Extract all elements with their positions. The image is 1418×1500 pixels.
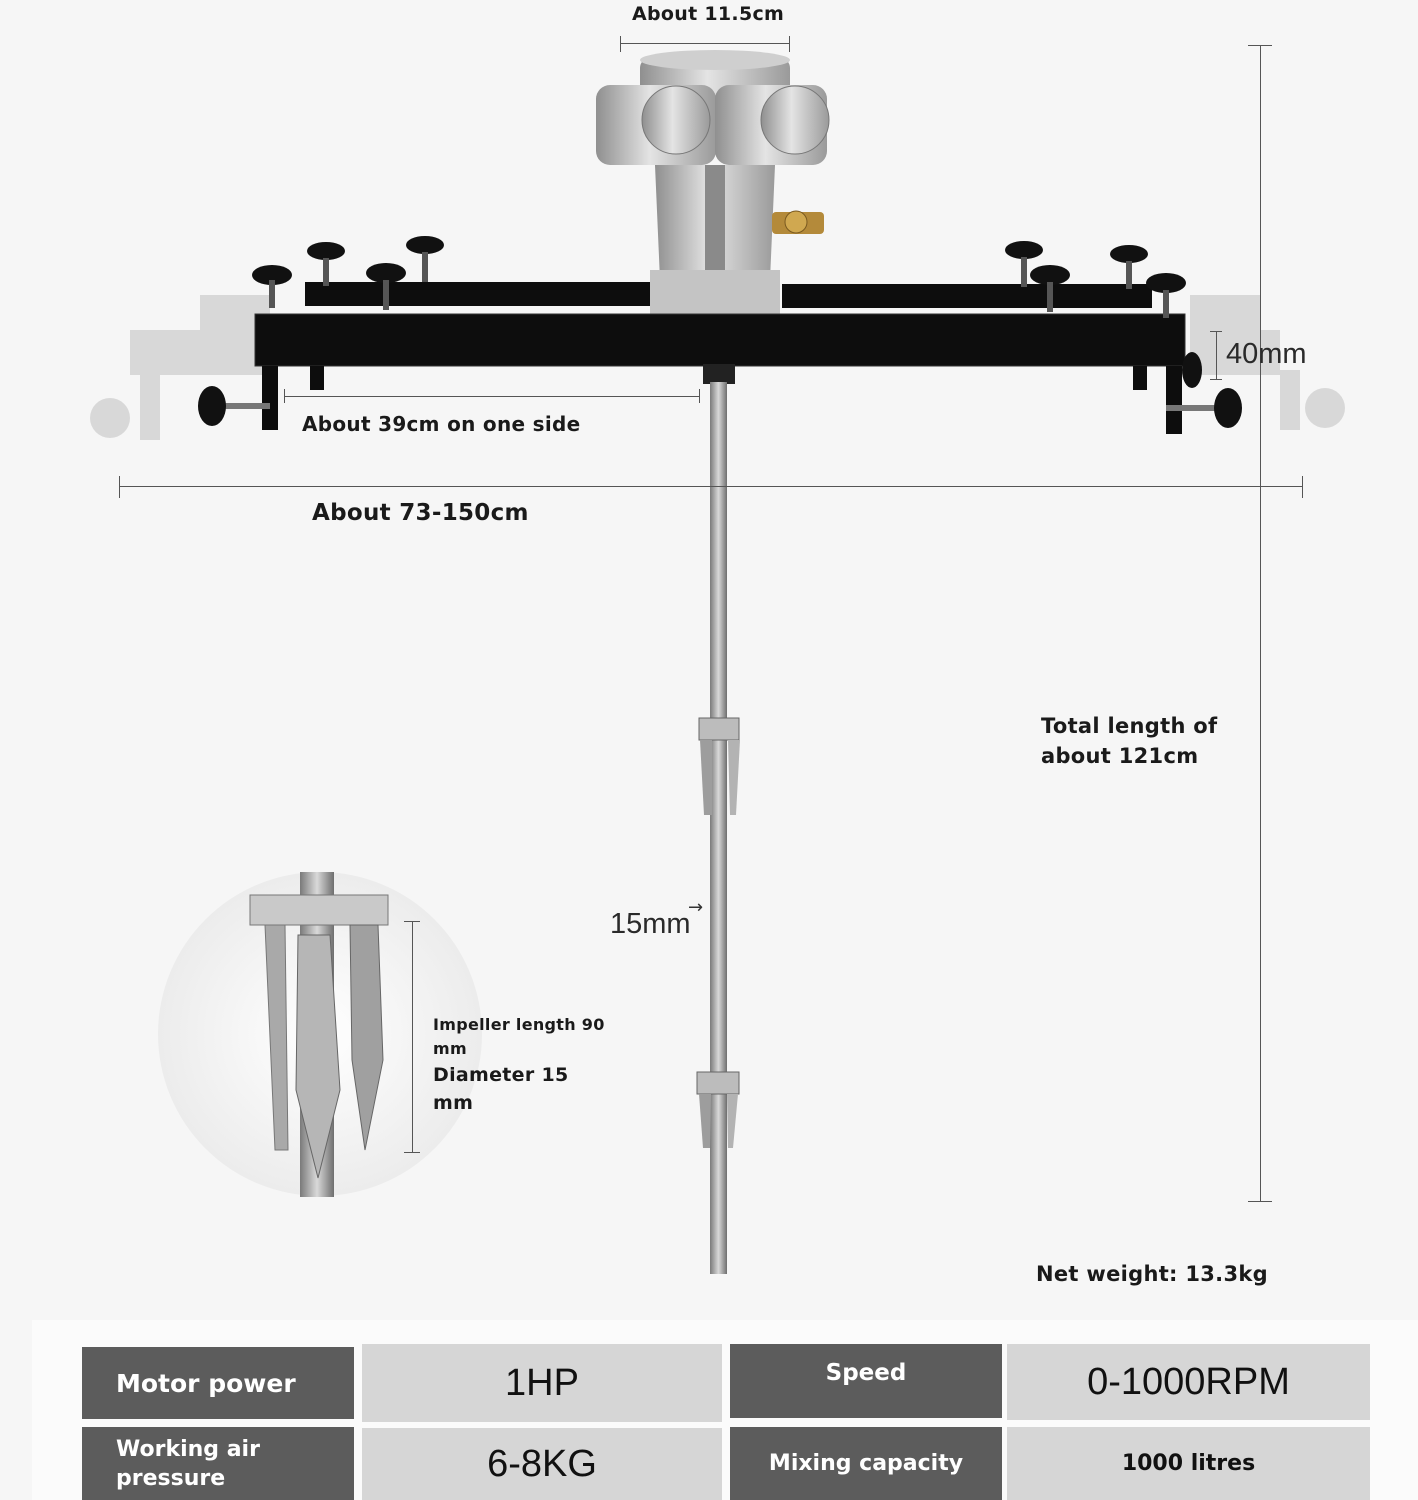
shaft-diameter-arrow: → [688,897,704,918]
motor-power-label [82,1347,354,1419]
one-side-line [284,396,700,397]
bar-height-tick-top [1210,331,1222,332]
motor-power-label-text: Motor power [116,1368,296,1398]
air-pressure-label-1: Working air [116,1436,260,1462]
air-pressure-value [362,1428,722,1500]
span-label: About 73-150cm [312,500,529,526]
impeller-line2: mm [433,1039,467,1058]
span-tick-left [119,476,120,498]
motor-power-value-text: 1HP [505,1361,579,1404]
mixing-capacity-label [730,1427,1002,1500]
bar-height-tick-bottom [1210,379,1222,380]
air-motor-head [596,50,829,280]
diameter-label [433,1061,568,1117]
diameter-line1: Diameter 15 [433,1064,569,1086]
total-length-label [1041,711,1217,771]
speed-label-text: Speed [825,1360,907,1386]
ghost-bar-left [90,295,270,440]
diameter-line2: mm [433,1092,474,1114]
air-pressure-value-text: 6-8KG [487,1442,597,1485]
top-width-tick-left [620,36,621,52]
net-weight-label: Net weight: 13.3kg [1036,1262,1268,1286]
speed-label [730,1344,1002,1418]
mixing-capacity-value [1007,1427,1370,1500]
shaft [710,382,727,1274]
one-side-tick-left [284,389,285,403]
shaft-coupling [703,364,735,384]
span-tick-right [1302,476,1303,498]
impeller-label [433,1013,605,1061]
top-width-line [620,43,790,44]
impeller-tick-top [404,921,420,922]
total-length-line2: about 121cm [1041,744,1199,768]
total-length-line1: Total length of [1041,714,1218,738]
total-length-tick-top [1248,45,1272,46]
speed-value-text: 0-1000RPM [1087,1360,1290,1403]
impeller-tick-bottom [404,1152,420,1153]
upper-bar-left [305,282,650,306]
one-side-label: About 39cm on one side [302,412,581,436]
upper-bar-right [782,284,1152,308]
mixing-capacity-value-text: 1000 litres [1121,1451,1256,1476]
top-width-tick-right [789,36,790,52]
speed-value [1007,1344,1370,1420]
mixing-capacity-label-text: Mixing capacity [768,1451,964,1476]
air-pressure-label [82,1427,354,1500]
impeller-line1: Impeller length 90 [433,1015,605,1034]
shaft-diameter-label: 15mm [610,908,691,940]
one-side-tick-right [699,389,700,403]
bar-height-line [1216,331,1217,379]
span-line [119,486,1303,487]
main-bar [255,314,1185,366]
total-length-tick-bottom [1248,1201,1272,1202]
impeller-line [412,921,413,1153]
mount-block [650,270,780,315]
motor-power-value [362,1344,722,1422]
air-pressure-label-2: pressure [116,1465,226,1491]
top-width-label: About 11.5cm [632,3,785,25]
total-length-line [1260,45,1261,1202]
bar-height-label: 40mm [1226,338,1307,370]
